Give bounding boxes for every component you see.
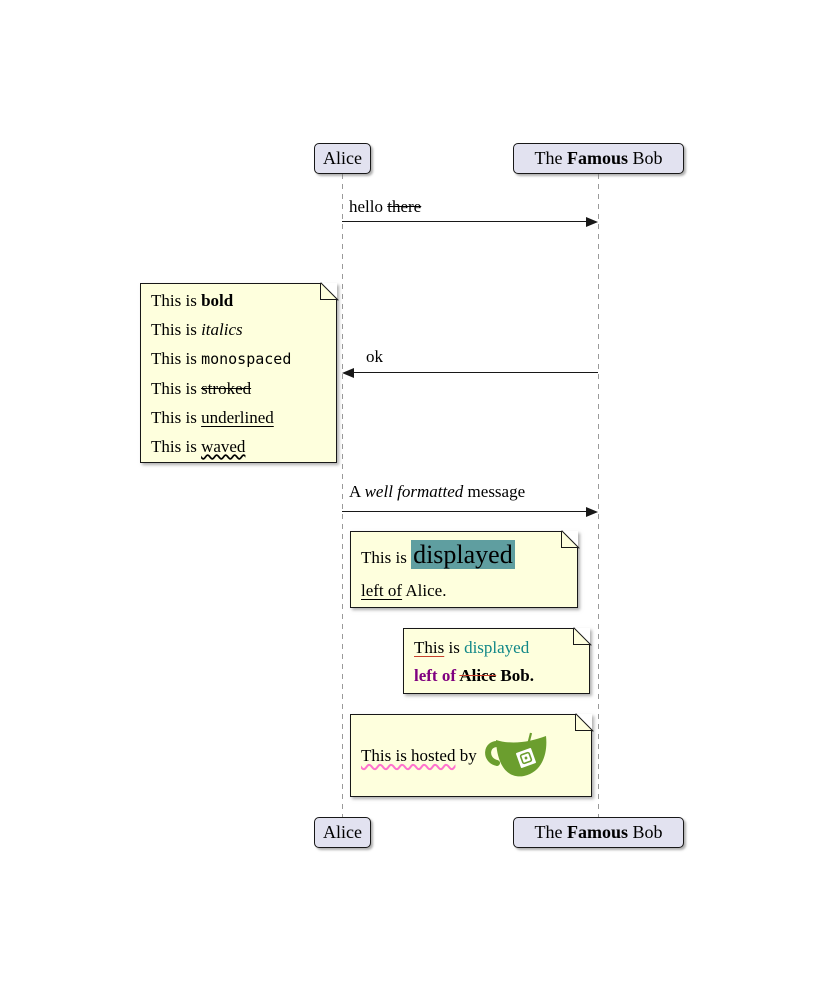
lifeline-bob	[598, 174, 599, 817]
creole-line-stroked: This is stroked	[151, 379, 252, 398]
message-hello-line	[342, 221, 590, 222]
note-fold-icon	[320, 283, 337, 300]
participant-alice-bottom	[314, 817, 371, 848]
note-displayed-alice-line1: This is displayed	[361, 540, 513, 569]
participant-bob-label: The Famous Bob	[534, 148, 663, 168]
message-hello-arrowhead	[586, 217, 598, 227]
participant-bob-label: The Famous Bob	[534, 822, 663, 842]
creole-line-italics: This is italics	[151, 320, 243, 339]
message-ok-arrowhead	[342, 368, 354, 378]
note-creole-formats	[140, 283, 337, 463]
plantuml-cup-icon	[484, 732, 548, 780]
participant-alice-top	[314, 143, 371, 174]
note-hosted	[350, 714, 592, 797]
message-ok-label: ok	[366, 347, 383, 366]
highlighted-text: displayed	[413, 540, 513, 569]
message-ok-line	[350, 372, 598, 373]
note-displayed-bob-line1: This is displayed	[414, 638, 530, 657]
participant-alice-label: Alice	[323, 822, 362, 842]
participant-bob-bottom	[513, 817, 684, 848]
note-displayed-alice	[350, 531, 578, 608]
participant-alice-label: Alice	[323, 148, 362, 168]
message-formatted-line	[342, 511, 590, 512]
note-displayed-bob	[403, 628, 590, 694]
note-fold-icon	[561, 531, 578, 548]
message-formatted-label: A well formatted message	[349, 482, 526, 501]
message-hello-label: hello there	[349, 197, 422, 216]
creole-line-monospaced: This is monospaced	[151, 349, 292, 368]
note-hosted-text: This is hosted by	[361, 745, 477, 765]
creole-line-waved: This is waved	[151, 437, 246, 456]
participant-bob-top	[513, 143, 684, 174]
lifeline-alice	[342, 174, 343, 817]
creole-line-bold: This is bold	[151, 291, 234, 310]
creole-line-underlined: This is underlined	[151, 408, 274, 427]
note-displayed-alice-line2: left of Alice.	[361, 581, 447, 600]
note-fold-icon	[573, 628, 590, 645]
note-displayed-bob-line2: left of Alice Bob.	[414, 666, 534, 685]
message-formatted-arrowhead	[586, 507, 598, 517]
note-fold-icon	[575, 714, 592, 731]
